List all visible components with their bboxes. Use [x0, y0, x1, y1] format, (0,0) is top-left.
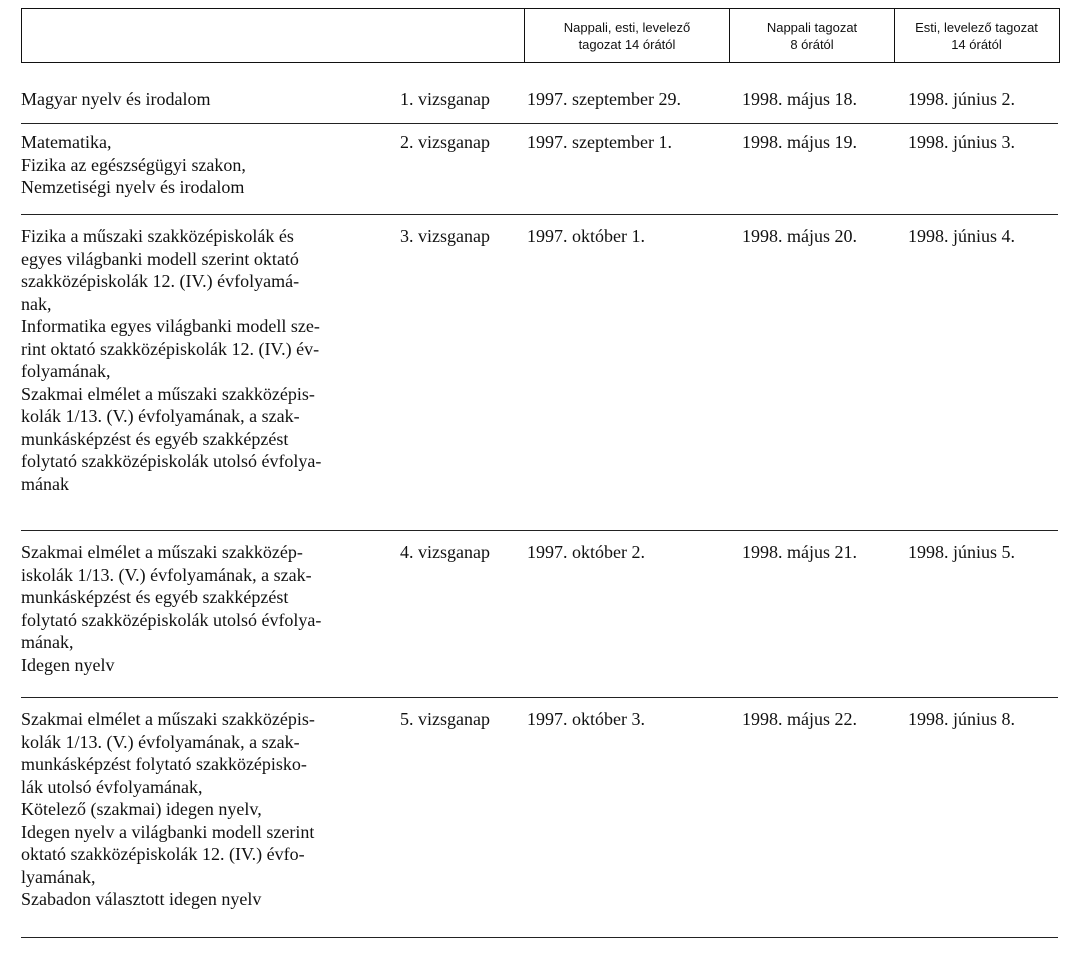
subject-line: Kötelező (szakmai) idegen nyelv,: [21, 799, 262, 819]
row-divider: [21, 937, 1058, 938]
subject-line: Informatika egyes világbanki modell sze-: [21, 316, 320, 336]
subject-line: Szabadon választott idegen nyelv: [21, 889, 262, 909]
date-day-evening-correspondence: 1997. szeptember 29.: [527, 89, 681, 109]
subject-line: Szakmai elmélet a műszaki szakközépis-: [21, 709, 315, 729]
date-evening-correspondence: 1998. június 3.: [908, 132, 1016, 152]
subject-line: Fizika a műszaki szakközépiskolák és: [21, 226, 294, 246]
header-line: Nappali tagozat: [766, 19, 858, 35]
header-line: Esti, levelező tagozat: [915, 19, 1038, 35]
subject-line: lyamának,: [21, 866, 96, 887]
subject-line: szakközépiskolák 12. (IV.) évfolyamá-: [21, 271, 300, 291]
date-evening-correspondence: 1998. június 5.: [908, 542, 1016, 562]
exam-day: 1. vizsganap: [400, 89, 490, 109]
header-line: Nappali, esti, levelező: [563, 19, 691, 35]
subject-line: kolák 1/13. (V.) évfolyamának, a szak-: [21, 731, 300, 752]
header-evening-correspondence-section: [894, 9, 1058, 62]
subject-line: kolák 1/13. (V.) évfolyamának, a szak-: [21, 406, 300, 426]
date-day-evening-correspondence: 1997. október 3.: [527, 709, 645, 729]
subject-line: rint oktató szakközépiskolák 12. (IV.) év-: [21, 338, 320, 359]
header-line: tagozat 14 órától: [578, 36, 676, 52]
exam-day: 2. vizsganap: [400, 132, 490, 152]
date-day-section: 1998. május 20.: [742, 226, 857, 246]
subject-line: folytató szakközépiskolák utolsó évfolya-: [21, 609, 322, 630]
exam-day: 4. vizsganap: [400, 542, 490, 562]
subject-line: Nemzetiségi nyelv és irodalom: [21, 177, 245, 197]
subject-line: munkásképzést és egyéb szakképzést: [21, 428, 289, 449]
subject-line: Idegen nyelv: [21, 654, 115, 675]
header-day-evening-correspondence: [524, 9, 729, 62]
subject-line: munkásképzést és egyéb szakképzést: [21, 587, 289, 607]
subject-line: Szakmai elmélet a műszaki szakközép-: [21, 542, 303, 562]
subject-line: Magyar nyelv és irodalom: [21, 89, 211, 109]
date-evening-correspondence: 1998. június 4.: [908, 226, 1016, 246]
subject-line: iskolák 1/13. (V.) évfolyamának, a szak-: [21, 564, 312, 585]
row-divider: [21, 123, 1058, 124]
subject-line: nak,: [21, 293, 52, 314]
subject-line: oktató szakközépiskolák 12. (IV.) évfo-: [21, 844, 305, 864]
subject-line: folytató szakközépiskolák utolsó évfolya-: [21, 451, 322, 471]
date-evening-correspondence: 1998. június 8.: [908, 709, 1016, 729]
date-evening-correspondence: 1998. június 2.: [908, 89, 1016, 109]
row-divider: [21, 214, 1058, 215]
subject-cell: [21, 131, 383, 199]
date-day-evening-correspondence: 1997. október 2.: [527, 542, 645, 562]
date-day-section: 1998. május 18.: [742, 89, 857, 109]
subject-cell: [21, 708, 383, 911]
subject-line: Fizika az egészségügyi szakon,: [21, 154, 246, 175]
date-day-evening-correspondence: 1997. szeptember 1.: [527, 132, 672, 152]
header-line: 8 órától: [790, 36, 834, 52]
header-day-section: [729, 9, 894, 62]
row-divider: [21, 530, 1058, 531]
subject-cell: [21, 225, 383, 495]
subject-line: folyamának,: [21, 361, 111, 381]
date-day-evening-correspondence: 1997. október 1.: [527, 226, 645, 246]
subject-line: mának: [21, 473, 69, 494]
date-day-section: 1998. május 21.: [742, 542, 857, 562]
subject-cell: [21, 541, 383, 676]
subject-line: munkásképzést folytató szakközépisko-: [21, 754, 307, 774]
subject-line: mának,: [21, 632, 74, 652]
table-header: [21, 8, 1060, 63]
row-divider: [21, 697, 1058, 698]
subject-line: Matematika,: [21, 132, 112, 152]
subject-cell: [21, 88, 383, 111]
subject-line: Idegen nyelv a világbanki modell szerint: [21, 821, 315, 842]
subject-line: lák utolsó évfolyamának,: [21, 776, 203, 797]
exam-day: 5. vizsganap: [400, 709, 490, 729]
date-day-section: 1998. május 19.: [742, 132, 857, 152]
subject-line: egyes világbanki modell szerint oktató: [21, 248, 299, 269]
subject-line: Szakmai elmélet a műszaki szakközépis-: [21, 383, 315, 404]
exam-day: 3. vizsganap: [400, 226, 490, 246]
date-day-section: 1998. május 22.: [742, 709, 857, 729]
header-subject-cell: [22, 9, 524, 62]
header-line: 14 órától: [951, 36, 1002, 52]
